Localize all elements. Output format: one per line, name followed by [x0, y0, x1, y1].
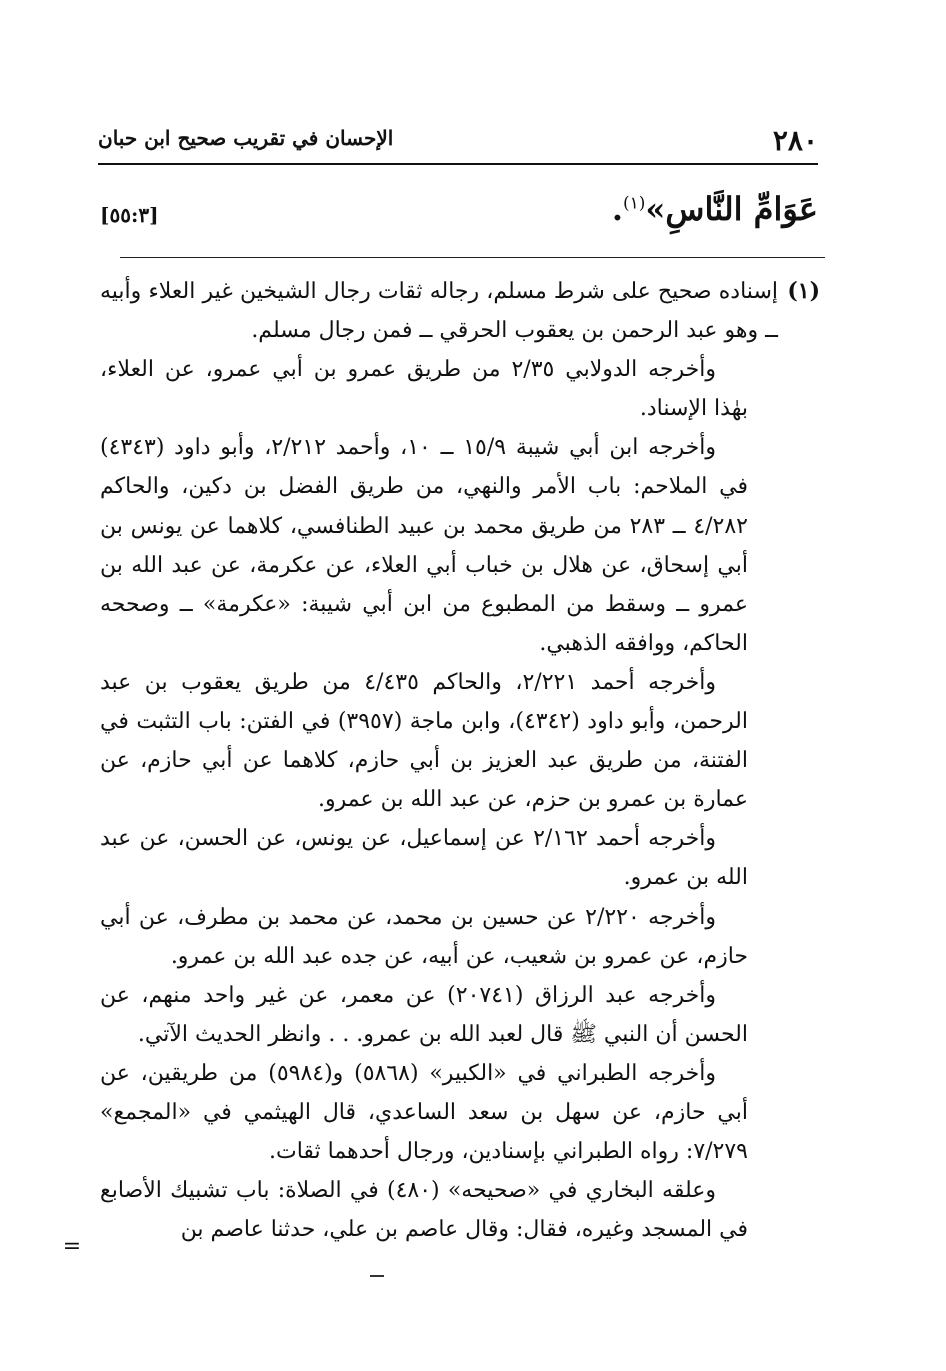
footnote-paragraph: وأخرجه أحمد ٢/١٦٢ عن إسماعيل، عن يونس، عن الحسن، عن عبد الله بن عمرو. [100, 826, 748, 891]
footnote-paragraph: وأخرجه أحمد ٢/٢٢١، والحاكم ٤/٤٣٥ من طريق يعقوب بن عبد الرحمن، وأبو داود (٤٣٤٢)، وابن ماجة (٣٩٥٧) في الفتن: باب التثبت في الفتنة، من طريق عبد العزيز بن أبي حازم، كلاهما عن أبي حازم، عن عمارة بن عمرو بن حزم، عن عبد الله بن عمرو. [100, 669, 748, 813]
continuation-mark: = [62, 1234, 82, 1259]
footnote-paragraph: وأخرجه ٢/٢٢٠ عن حسين بن محمد، عن محمد بن مطرف، عن أبي حازم، عن عمرو بن شعيب، عن أبيه، عن جده عبد الله بن عمرو. [100, 904, 748, 969]
footnote-separator [120, 257, 825, 258]
footnote-paragraph: وأخرجه الدولابي ٢/٣٥ من طريق عمرو بن أبي عمرو، عن العلاء، بهٰذا الإسناد. [100, 357, 748, 422]
footnote-paragraph: وأخرجه الطبراني في «الكبير» (٥٨٦٨) و(٥٩٨٤) من طريقين، عن أبي حازم، عن سهل بن سعد الساعدي، قال الهيثمي في «المجمع» ٧/٢٧٩: رواه الطبراني بإسنادين، ورجال أحدهما ثقات. [100, 1060, 748, 1165]
footnote-paragraph: وعلقه البخاري في «صحيحه» (٤٨٠) في الصلاة: باب تشبيك الأصابع في المسجد وغيره، فقال: وقال عاصم بن علي، حدثنا عاصم بن [100, 1178, 748, 1243]
hadith-reference: [٥٥:٣] [100, 203, 159, 227]
footnote-paragraph: وأخرجه ابن أبي شيبة ١٥/٩ ــ ١٠، وأحمد ٢/٢١٢، وأبو داود (٤٣٤٣) في الملاحم: باب الأمر والنهي، من طريق الفضل بن دكين، والحاكم ٤/٢٨٢ ــ ٢٨٣ من طريق محمد بن عبيد الطنافسي، كلاهما عن يونس بن أبي إسحاق، عن هلال بن خباب أبي العلاء، عن عكرمة، عن عبد الله بن عمرو ــ وسقط من المطبوع من ابن أبي شيبة: «عكرمة» ــ وصححه الحاكم، ووافقه الذهبي. [100, 435, 748, 656]
footnote-paragraph: إسناده صحيح على شرط مسلم، رجاله ثقات رجال الشيخين غير العلاء وأبيه ــ وهو عبد الرحمن بن يعقوب الحرقي ــ فمن رجال مسلم. [100, 279, 778, 344]
footnote-1 [100, 272, 820, 350]
footnote-marker: (١) [787, 278, 820, 304]
page-header [98, 118, 818, 158]
footer-mark [370, 1275, 384, 1277]
page-number: ٢٨٠ [772, 124, 818, 157]
header-rule [98, 163, 818, 165]
main-text-line [298, 190, 818, 240]
footnotes [100, 272, 820, 1249]
main-text: عَوَامِّ النَّاسِ» [645, 190, 818, 228]
main-footnote-ref: (١) [623, 193, 646, 214]
running-title: الإحسان في تقريب صحيح ابن حبان [98, 126, 394, 150]
footnote-paragraph: وأخرجه عبد الرزاق (٢٠٧٤١) عن معمر، عن غير واحد منهم، عن الحسن أن النبي ﷺ قال لعبد الله بن عمرو. . . وانظر الحديث الآتي. [100, 982, 748, 1047]
main-end-punct: . [611, 190, 623, 228]
